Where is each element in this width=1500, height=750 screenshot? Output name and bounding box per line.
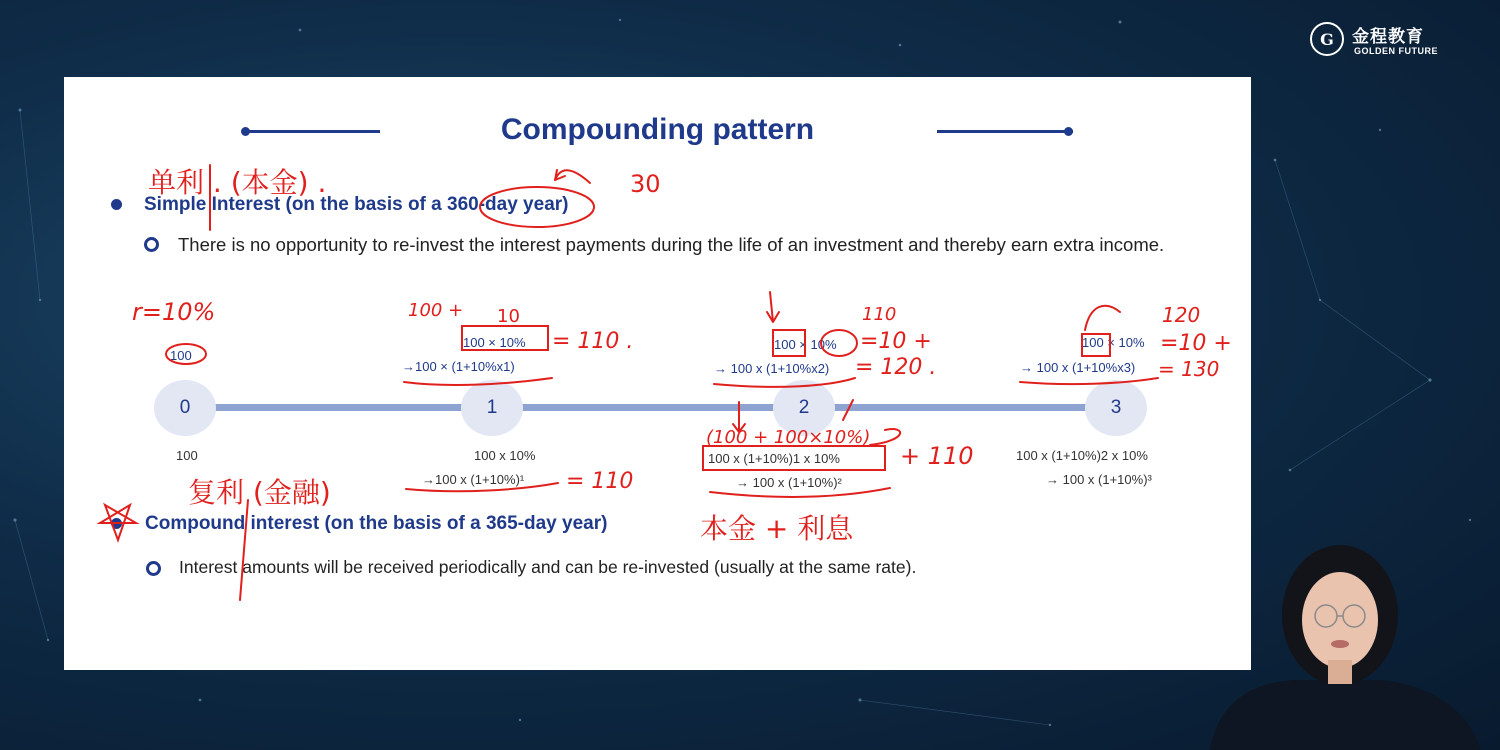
logo-chinese-text: 金程教育 <box>1352 27 1424 47</box>
sub-bullet <box>146 561 161 576</box>
timeline-below-3b: → 100 x (1+10%)³ <box>1046 472 1152 487</box>
ink-eq-10-plus: =10 + <box>860 329 932 354</box>
timeline-node-1: 1 <box>461 380 523 436</box>
logo-english-text: GOLDEN FUTURE <box>1354 46 1438 56</box>
logo-seal-icon: G <box>1310 22 1344 56</box>
timeline-below-2: 100 x (1+10%)1 x 10% <box>708 451 840 466</box>
ink-principal-plus-interest: 本金 + 利息 <box>700 512 854 545</box>
ink-100-plus: 100 + <box>408 300 464 321</box>
timeline-above-1: 100 × 10% <box>463 335 526 350</box>
slide <box>64 77 1251 670</box>
ink-eq-120: = 120 . <box>855 355 937 380</box>
ink-rate: r=10% <box>132 298 216 326</box>
timeline-node-2: 2 <box>773 380 835 436</box>
ink-compound-cn: 复利 (金融) <box>188 476 331 509</box>
compound-interest-text: Interest amounts will be received periodically and can be re-invested (usually at the same rate). <box>179 557 917 577</box>
timeline-below-1b: →100 x (1+10%)¹ <box>422 472 525 487</box>
simple-interest-text: There is no opportunity to re-invest the interest payments during the life of an investment and thereby earn extra income. <box>178 234 1165 255</box>
timeline-node-0: 0 <box>154 380 216 436</box>
golden-future-logo <box>1310 20 1460 60</box>
ink-eq-10-plus-3: =10 + <box>1160 331 1232 356</box>
timeline-above-3b: → 100 x (1+10%x3) <box>1020 360 1136 375</box>
ink-eq-110: = 110 . <box>552 329 634 354</box>
ink-bracket: (100 + 100×10%) <box>706 427 871 448</box>
timeline-above-0: 100 <box>170 348 192 363</box>
bullet <box>111 518 122 529</box>
ink-plus-110: + 110 <box>900 442 974 470</box>
timeline-above-3: 100 × 10% <box>1082 335 1145 350</box>
ink-10: 10 <box>497 306 520 327</box>
ink-120: 120 <box>1162 303 1201 327</box>
ink-110: 110 <box>862 304 897 325</box>
simple-interest-heading: Simple Interest (on the basis of a 360-day year) <box>144 194 569 215</box>
timeline-above-2b: → 100 x (1+10%x2) <box>714 361 830 376</box>
slide-title: Compounding pattern <box>500 113 815 146</box>
ink-eq-110-below: = 110 <box>566 469 634 494</box>
ink-eq-130: = 130 <box>1158 357 1220 381</box>
timeline-below-2b: → 100 x (1+10%)² <box>736 475 842 490</box>
presenter-video <box>1180 540 1500 750</box>
timeline-below-3: 100 x (1+10%)2 x 10% <box>1016 448 1148 463</box>
ink-simple-cn: 单利 . (本金) . <box>148 166 327 199</box>
bullet <box>111 199 122 210</box>
ink-30: 30 <box>630 170 661 198</box>
timeline-above-1b: →100 × (1+10%x1) <box>402 359 515 374</box>
timeline-below-0: 100 <box>176 448 198 463</box>
compound-interest-heading: Compound interest (on the basis of a 365-day year) <box>145 513 608 534</box>
timeline-below-1: 100 x 10% <box>474 448 536 463</box>
timeline-above-2: 100 × 10% <box>774 337 837 352</box>
timeline-node-3: 3 <box>1085 380 1147 436</box>
timeline-axis <box>184 404 1134 411</box>
sub-bullet <box>144 237 159 252</box>
